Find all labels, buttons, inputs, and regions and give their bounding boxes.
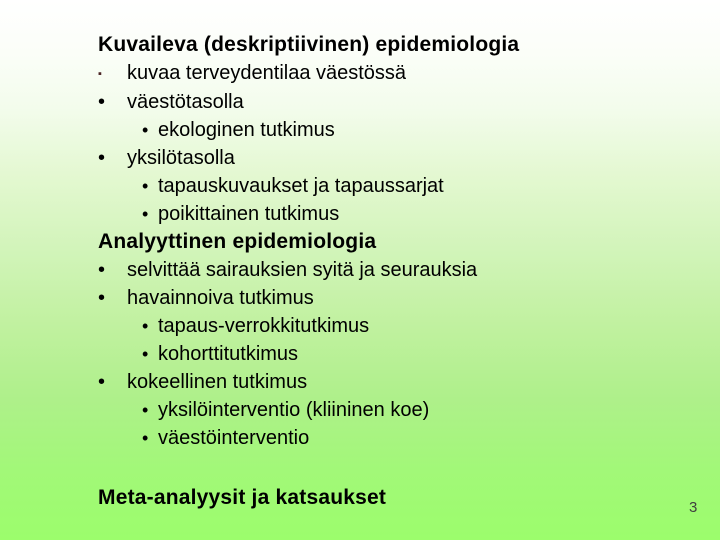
list-item [142, 340, 710, 368]
list-item [142, 200, 710, 228]
list-item [98, 256, 710, 284]
list-item-text: yksilötasolla [127, 147, 235, 169]
list-item [98, 59, 710, 88]
list-item-text: kokeellinen tutkimus [127, 371, 308, 393]
slide-heading-descriptive: Kuvaileva (deskriptiivinen) epidemiologia [98, 33, 520, 56]
list-item-text: ekologinen tutkimus [158, 119, 335, 141]
bullet-icon: • [142, 428, 149, 448]
list-item-text: poikittainen tutkimus [158, 203, 340, 225]
list-item-text: yksilöinterventio (kliininen koe) [158, 399, 430, 421]
slide-page-number: 3 [689, 499, 698, 516]
bullet-icon: • [98, 91, 106, 113]
list-item-text: tapaus-verrokkitutkimus [158, 315, 370, 337]
list-item-text: väestöinterventio [158, 427, 310, 449]
list-item [142, 172, 710, 200]
list-item-text: väestötasolla [127, 91, 244, 113]
bullet-icon: • [98, 147, 106, 169]
slide-heading-analytic: Analyyttinen epidemiologia [98, 230, 377, 253]
list-item [142, 424, 710, 452]
list-item [98, 284, 710, 312]
bullet-icon: • [98, 371, 106, 393]
bullet-icon: • [142, 176, 149, 196]
list-item-text: tapauskuvaukset ja tapaussarjat [158, 175, 444, 197]
list-item-text: kuvaa terveydentilaa väestössä [127, 62, 407, 84]
bullet-icon: • [142, 120, 149, 140]
bullet-icon: • [142, 316, 149, 336]
bullet-icon: • [142, 204, 149, 224]
bullet-icon: • [142, 344, 149, 364]
list-item [98, 368, 710, 396]
slide-heading-meta-analysis: Meta-analyysit ja katsaukset [98, 486, 387, 509]
bullet-icon: • [142, 400, 149, 420]
slide-text-block [98, 31, 710, 452]
list-item-text: selvittää sairauksien syitä ja seurauksia [127, 259, 478, 281]
bullet-icon: • [98, 287, 106, 309]
list-item-text: kohorttitutkimus [158, 343, 299, 365]
list-item-text: havainnoiva tutkimus [127, 287, 314, 309]
list-item [142, 396, 710, 424]
list-item [142, 116, 710, 144]
list-item [98, 88, 710, 116]
square-bullet-icon: ▪ [98, 68, 102, 80]
bullet-icon: • [98, 259, 106, 281]
list-item [142, 312, 710, 340]
list-item [98, 144, 710, 172]
